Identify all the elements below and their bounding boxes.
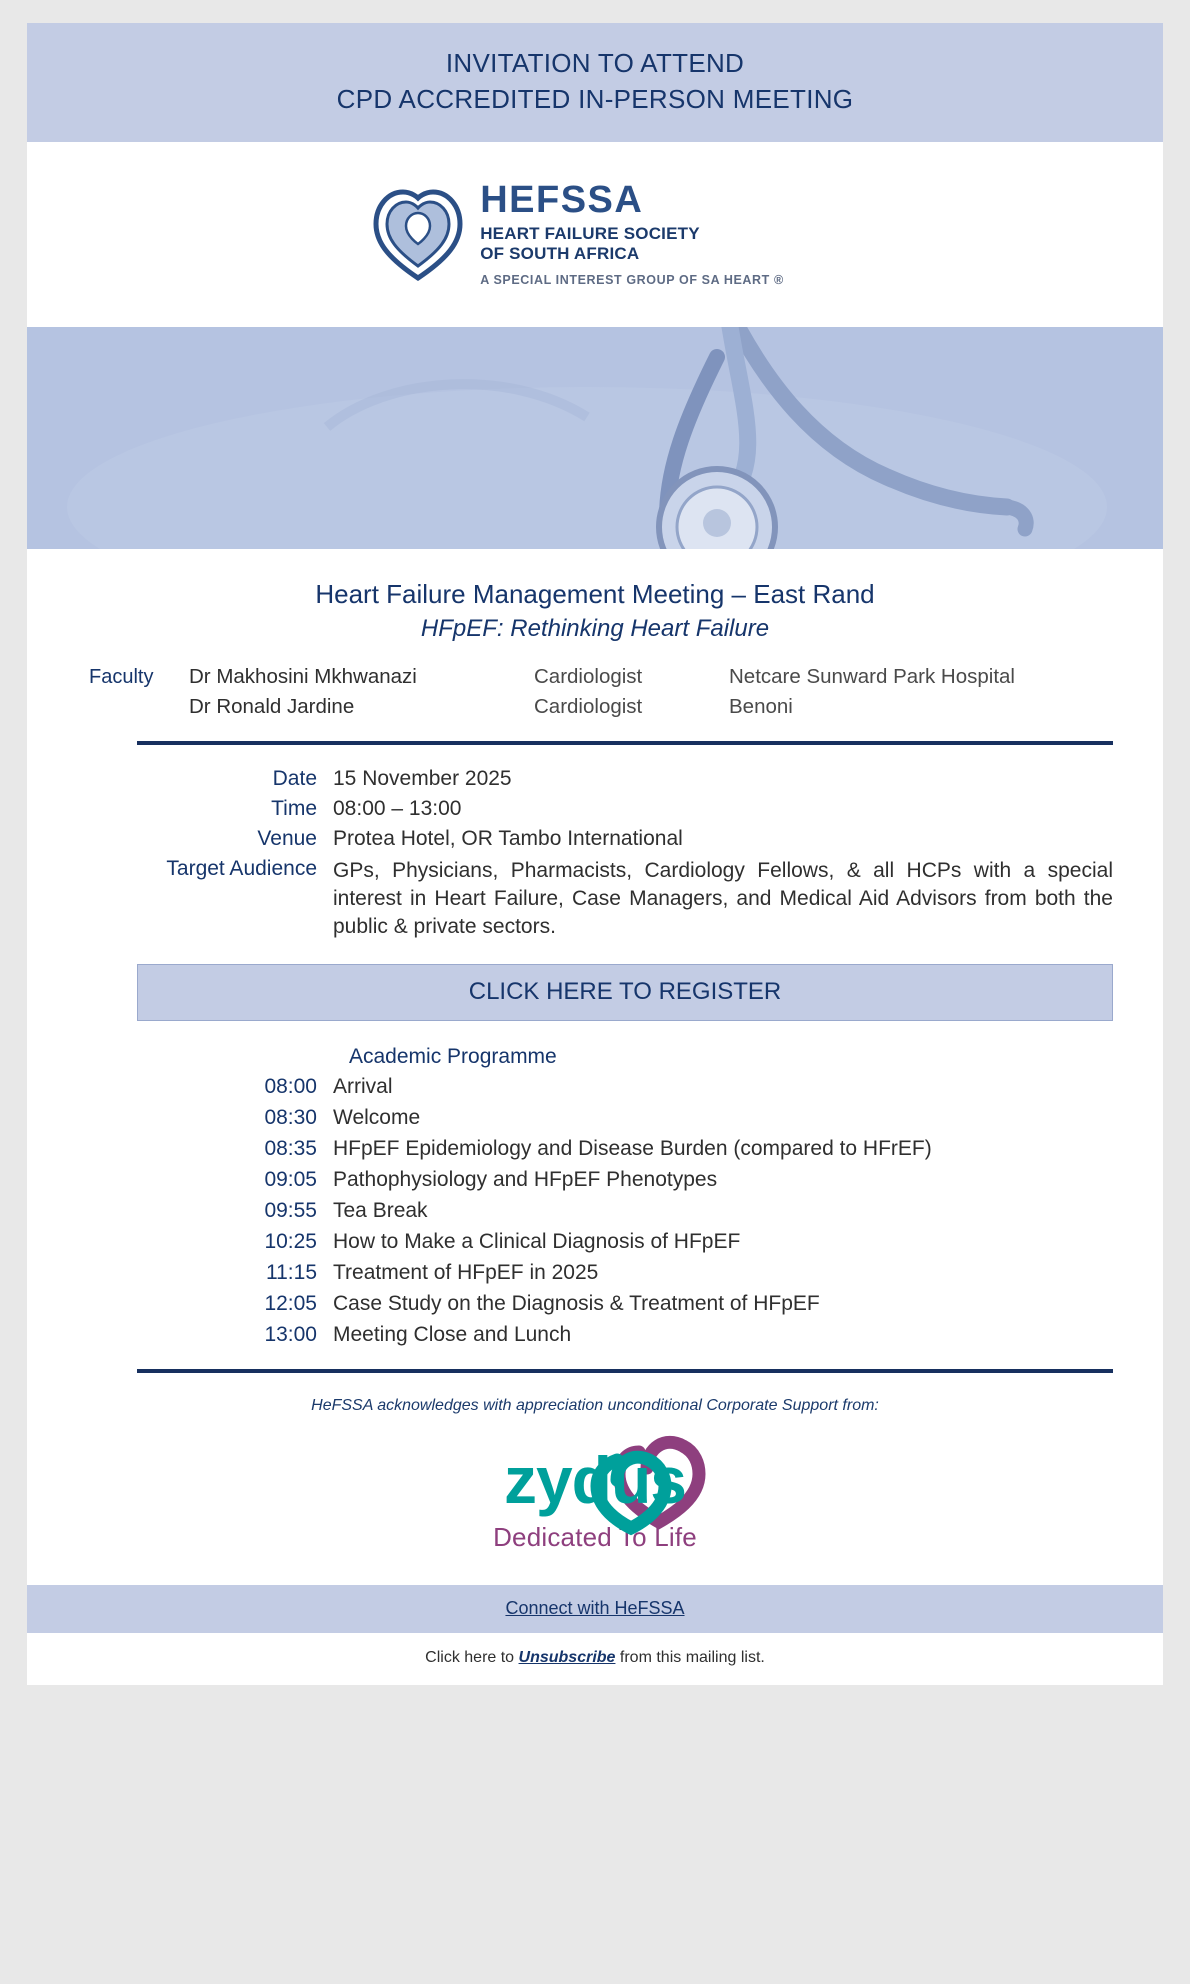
programme-row [137, 1230, 1113, 1254]
detail-label-venue: Venue [257, 826, 317, 850]
logo-affiliation: A SPECIAL INTEREST GROUP OF SA HEART ® [480, 273, 784, 288]
programme-row [137, 1199, 1113, 1223]
programme-item: Arrival [333, 1074, 393, 1098]
detail-row-date [137, 767, 1113, 791]
programme-row [137, 1075, 1113, 1099]
programme-item: Meeting Close and Lunch [333, 1322, 572, 1346]
programme-row [137, 1137, 1113, 1161]
detail-label-time: Time [271, 796, 317, 820]
programme-item: Welcome [333, 1105, 421, 1129]
programme-row [137, 1292, 1113, 1316]
invitation-banner [27, 23, 1163, 142]
meeting-title: Heart Failure Management Meeting – East Rand [315, 578, 875, 609]
logo-subtitle-line-1: HEART FAILURE SOCIETY [480, 224, 700, 244]
programme-item: Case Study on the Diagnosis & Treatment of HFpEF [333, 1291, 820, 1315]
detail-row-audience [137, 857, 1113, 942]
programme-row [137, 1168, 1113, 1192]
programme-heading: Academic Programme [349, 1044, 557, 1068]
detail-value-time: 08:00 – 13:00 [333, 796, 462, 820]
faculty-row [89, 665, 1123, 689]
detail-value-date: 15 November 2025 [333, 766, 512, 790]
meeting-subtitle: HFpEF: Rethinking Heart Failure [420, 614, 770, 642]
faculty-section [27, 665, 1163, 719]
programme-item: How to Make a Clinical Diagnosis of HFpEF [333, 1229, 741, 1253]
programme-section [27, 1045, 1163, 1347]
banner-line-2: CPD ACCREDITED IN-PERSON MEETING [336, 84, 854, 115]
faculty-role: Cardiologist [534, 664, 643, 688]
details-section [27, 767, 1163, 942]
logo-text-block [480, 181, 784, 287]
programme-time: 08:35 [264, 1136, 317, 1160]
faculty-label: Faculty [89, 665, 154, 688]
detail-value-venue: Protea Hotel, OR Tambo International [333, 826, 683, 850]
banner-line-1: INVITATION TO ATTEND [445, 48, 745, 78]
unsubscribe-link[interactable]: Unsubscribe [518, 1648, 616, 1666]
sponsor-name: zydus [503, 1443, 687, 1518]
faculty-name: Dr Ronald Jardine [189, 694, 355, 718]
logo-band [27, 142, 1163, 327]
programme-item: Pathophysiology and HFpEF Phenotypes [333, 1167, 718, 1191]
programme-time: 08:30 [264, 1105, 317, 1129]
programme-time: 09:05 [264, 1167, 317, 1191]
register-button[interactable]: CLICK HERE TO REGISTER [137, 964, 1113, 1021]
unsubscribe-suffix: from this mailing list. [619, 1648, 765, 1666]
programme-time: 11:15 [266, 1260, 317, 1284]
sponsor-tagline: Dedicated To Life [493, 1522, 697, 1553]
logo-title: HEFSSA [480, 179, 644, 222]
faculty-role: Cardiologist [534, 694, 643, 718]
heart-logo-icon [370, 182, 466, 286]
detail-label-date: Date [272, 766, 317, 790]
programme-time: 10:25 [264, 1229, 317, 1253]
programme-time: 12:05 [264, 1291, 317, 1315]
programme-item: HFpEF Epidemiology and Disease Burden (compared to HFrEF) [333, 1136, 932, 1160]
faculty-institution: Benoni [729, 694, 793, 718]
connect-bar [27, 1585, 1163, 1633]
stethoscope-hero-image [27, 327, 1163, 549]
programme-time: 09:55 [264, 1198, 317, 1222]
detail-value-audience: GPs, Physicians, Pharmacists, Cardiology Fellows, & all HCPs with a special interest in Heart Failure, Case Managers, and Medical Aid Advisors from both the public & private sectors. [333, 858, 1113, 939]
detail-row-time [137, 797, 1113, 821]
acknowledgement-text: HeFSSA acknowledges with appreciation unconditional Corporate Support from: [311, 1396, 879, 1414]
faculty-name: Dr Makhosini Mkhwanazi [189, 664, 417, 688]
logo-subtitle-line-2: OF SOUTH AFRICA [480, 243, 640, 263]
detail-label-audience: Target Audience [166, 856, 317, 880]
divider-bottom [137, 1369, 1113, 1373]
email-body [27, 549, 1163, 1685]
programme-item: Tea Break [333, 1198, 428, 1222]
programme-row [137, 1106, 1113, 1130]
faculty-institution: Netcare Sunward Park Hospital [729, 664, 1015, 688]
connect-with-hefssa-link[interactable]: Connect with HeFSSA [505, 1597, 685, 1618]
programme-time: 13:00 [264, 1322, 317, 1346]
unsubscribe-prefix: Click here to [425, 1648, 515, 1666]
faculty-row [89, 695, 1123, 719]
sponsor-logo [27, 1433, 1163, 1563]
hefssa-logo [370, 181, 784, 287]
programme-row [137, 1261, 1113, 1285]
email-sheet [27, 23, 1163, 1685]
stethoscope-icon [27, 327, 1163, 549]
meeting-title-block [27, 549, 1163, 643]
programme-row [137, 1323, 1113, 1347]
divider-top [137, 741, 1113, 745]
unsubscribe-bar [27, 1633, 1163, 1685]
programme-time: 08:00 [264, 1074, 317, 1098]
detail-row-venue [137, 827, 1113, 851]
programme-item: Treatment of HFpEF in 2025 [333, 1260, 599, 1284]
